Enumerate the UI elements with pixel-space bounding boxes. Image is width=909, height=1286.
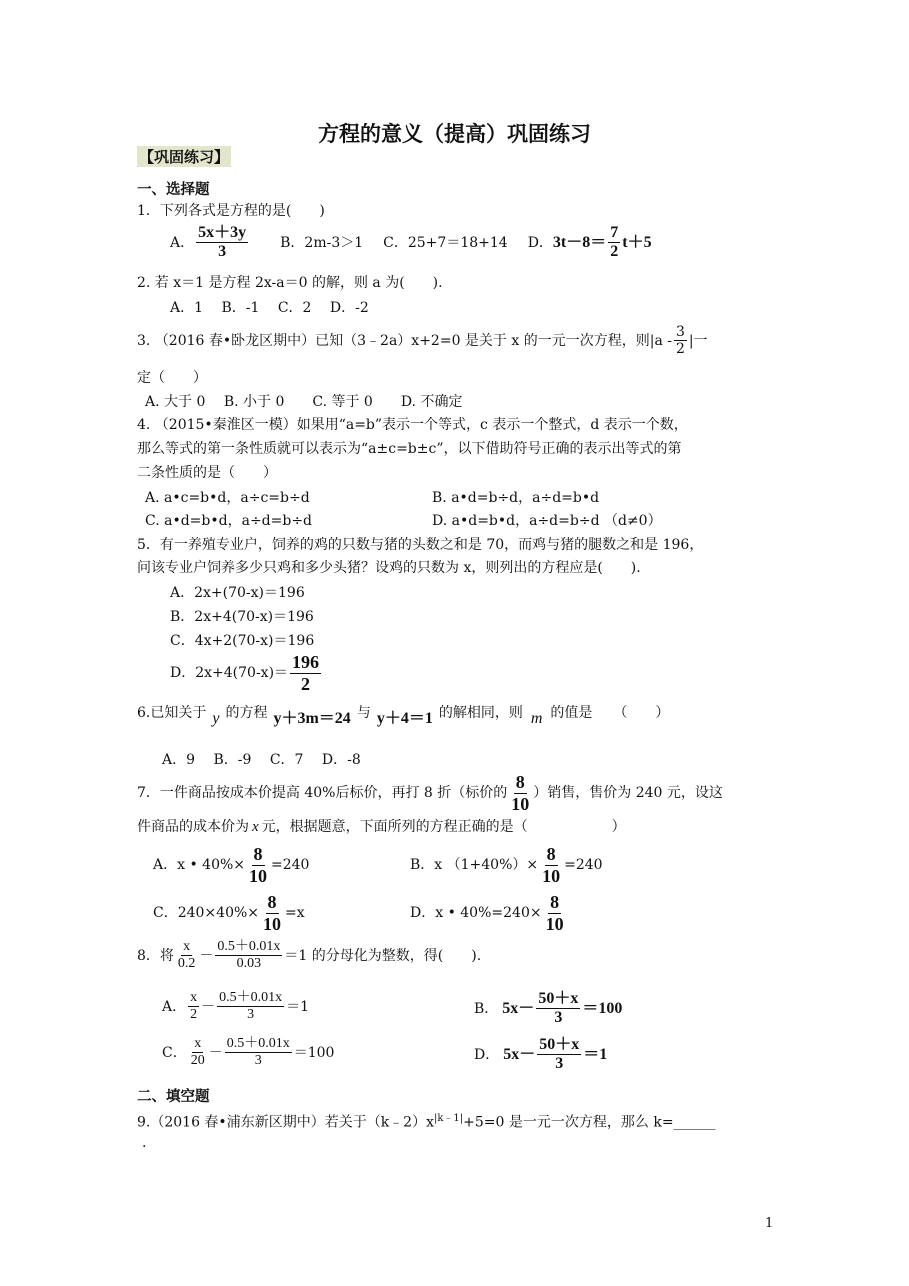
q6-p5: 的值是 （ ） — [550, 705, 670, 721]
q6-equation-1: y＋3m＝24 — [273, 710, 351, 727]
q7-b-numerator: 8 — [546, 844, 556, 864]
q4-option-b: B. a•d=b÷d，a÷d=b•d — [432, 490, 600, 506]
q8-b-num: 50＋x — [536, 990, 580, 1009]
q8-fraction-1 — [176, 939, 198, 972]
section-choice-heading: 一、选择题 — [137, 181, 210, 198]
q3-stem — [137, 324, 708, 357]
q5-line1: 5．有一养殖专业户，饲养的鸡的只数与猪的头数之和是 70，而鸡与猪的腿数之和是 196， — [137, 537, 704, 553]
q3-numerator: 3 — [675, 324, 685, 340]
q8-option-c — [162, 1036, 334, 1069]
q7-c-post: =x — [285, 905, 305, 922]
section-fill-heading: 二、填空题 — [137, 1088, 210, 1105]
q8-c-frac2 — [225, 1036, 292, 1069]
q8-a-n2: 0.5＋0.01x — [217, 990, 284, 1007]
q3-line2: 定（ ） — [137, 370, 207, 386]
q8-a-frac2 — [217, 990, 284, 1023]
q9-pre: 9.（2016 春•浦东新区期中）若关于（k﹣2）x — [137, 1114, 434, 1131]
q9-post: +5=0 是一元一次方程，那么 k=______ — [463, 1114, 716, 1131]
q1-stem: 1．下列各式是方程的是( ) — [137, 203, 325, 219]
q6-p3: 与 — [356, 705, 371, 721]
q7-a-pre: A．x • 40%× — [153, 857, 246, 874]
q8-stem-post: ＝1 的分母化为整数，得( ). — [284, 947, 482, 964]
q2-options: A．1 B．-1 C．2 D．-2 — [170, 300, 369, 316]
q7-numerator: 8 — [515, 772, 525, 792]
q3-denominator: 2 — [675, 341, 685, 358]
q1-d-numerator: 7 — [608, 224, 620, 243]
q5-d-pre: D．2x+4(70-x)＝ — [170, 665, 289, 682]
q6-p2: 的方程 — [225, 705, 268, 721]
q7-c-numerator: 8 — [267, 892, 277, 912]
q6-var-y: y — [212, 710, 220, 727]
q7-d-fraction — [544, 892, 566, 934]
q8-f1-num: x — [181, 939, 192, 956]
q1-option-a-label: A． — [170, 234, 195, 251]
q8-c-d1: 20 — [190, 1053, 205, 1069]
section-tag: 【巩固练习】 — [139, 148, 230, 166]
q3-fraction — [674, 324, 687, 357]
q6-options: A．9 B．-9 C．7 D．-8 — [162, 752, 361, 768]
q8-a-n1: x — [188, 990, 199, 1007]
q8-option-b — [474, 990, 622, 1028]
q9-dot: . — [142, 1135, 147, 1151]
q7-b-post: =240 — [564, 857, 603, 874]
q5-d-denominator: 2 — [301, 673, 311, 694]
q1-option-d-label: D． — [527, 234, 553, 251]
q1-options — [170, 224, 652, 262]
q7-l2-post: 元，根据题意，下面所列的方程正确的是（ ） — [261, 819, 626, 835]
q8-stem-pre: 8．将 — [137, 947, 174, 964]
q6-stem — [137, 702, 670, 727]
q7-l1-post: ）销售，售价为 240 元，设这 — [533, 785, 723, 802]
q7-fraction — [509, 772, 531, 814]
q8-b-den: 3 — [554, 1009, 563, 1027]
q8-d-num: 50＋x — [537, 1036, 581, 1055]
q7-denominator: 10 — [511, 793, 530, 814]
q8-option-a — [162, 990, 309, 1023]
q7-b-fraction — [540, 844, 562, 886]
q8-d-label: D． — [474, 1046, 500, 1063]
q4-line2: 那么等式的第一条性质就可以表示为“a±c=b±c”，以下借助符号正确的表示出等式的第 — [137, 441, 682, 457]
q8-a-frac1 — [188, 990, 199, 1023]
q8-b-pre: 5x－ — [502, 999, 535, 1017]
q4-option-a: A. a•c=b•d，a÷c=b÷d — [145, 490, 310, 506]
q7-line1 — [137, 772, 723, 814]
q8-stem — [137, 939, 481, 972]
q2-stem: 2. 若 x＝1 是方程 2x-a＝0 的解，则 a 为( ). — [137, 275, 443, 291]
q7-a-numerator: 8 — [253, 844, 263, 864]
q1-a-numerator: 5x＋3y — [196, 224, 248, 243]
q7-a-post: =240 — [271, 857, 310, 874]
q5-option-a: A．2x+(70-x)＝196 — [170, 585, 305, 601]
q8-f2-den: 0.03 — [236, 956, 262, 972]
q7-b-denominator: 10 — [542, 865, 561, 886]
q8-c-n1: x — [192, 1036, 203, 1053]
q1-d-pre: 3t－8＝ — [552, 233, 607, 251]
q8-fraction-2 — [215, 939, 282, 972]
q7-c-fraction — [261, 892, 283, 934]
q8-a-d1: 2 — [190, 1007, 198, 1023]
page-title: 方程的意义（提高）巩固练习 — [318, 121, 591, 146]
q8-option-d — [474, 1036, 607, 1074]
q8-a-minus: － — [201, 998, 216, 1015]
q7-line2 — [137, 816, 626, 838]
q7-a-denominator: 10 — [249, 865, 268, 886]
q5-d-fraction — [290, 652, 321, 694]
q7-c-denominator: 10 — [263, 913, 282, 934]
q8-d-den: 3 — [555, 1055, 564, 1073]
q8-c-d2: 3 — [254, 1053, 262, 1069]
q1-a-denominator: 3 — [218, 243, 227, 261]
q1-d-post: t＋5 — [622, 233, 652, 251]
q8-minus: － — [199, 947, 214, 964]
q4-line1: 4. （2015•秦淮区一模）如果用“a=b”表示一个等式，c 表示一个整式，d 表示一个数， — [137, 417, 688, 433]
q4-option-c: C. a•d=b•d，a÷d=b÷d — [145, 513, 313, 529]
q5-option-c: C．4x+2(70-x)＝196 — [170, 633, 315, 649]
q7-l1-pre: 7．一件商品按成本价提高 40%后标价，再打 8 折（标价的 — [137, 785, 508, 802]
q7-a-fraction — [247, 844, 269, 886]
q9-exponent: |k﹣1| — [433, 1113, 464, 1124]
q8-b-result: ＝100 — [582, 999, 623, 1017]
q7-c-pre: C．240×40%× — [153, 905, 260, 922]
q8-d-frac — [537, 1036, 581, 1074]
q1-option-a-fraction — [196, 224, 248, 262]
page-number: 1 — [765, 1216, 774, 1231]
q7-b-pre: B．x （1+40%）× — [410, 857, 539, 874]
q8-a-d2: 3 — [247, 1007, 255, 1023]
q8-b-label: B． — [474, 1000, 499, 1017]
q8-c-minus: － — [208, 1044, 223, 1061]
q6-equation-2: y＋4＝1 — [376, 710, 433, 727]
q3-abs-pre: |a - — [649, 332, 672, 349]
q3-stem-text: 3. （2016 春•卧龙区期中）已知（3﹣2a）x+2=0 是关于 x 的一元一次方程，则 — [137, 332, 650, 349]
q5-line2: 问该专业户饲养多少只鸡和多少头猪？设鸡的只数为 x，则列出的方程应是( ). — [137, 560, 641, 576]
q6-var-m: m — [530, 710, 543, 727]
q9-stem — [137, 1108, 716, 1134]
q7-option-a — [153, 844, 309, 886]
q8-d-result: ＝1 — [583, 1045, 608, 1063]
q7-option-b — [410, 844, 603, 886]
q8-f1-den: 0.2 — [177, 956, 196, 972]
q3-options: A. 大于 0 B. 小于 0 C. 等于 0 D. 不确定 — [145, 394, 463, 410]
q4-option-d: D. a•d=b•d，a÷d=b÷d （d≠0） — [432, 513, 662, 529]
q1-d-denominator: 2 — [610, 243, 619, 261]
q1-option-c: C．25+7＝18+14 — [383, 234, 508, 251]
q1-option-b: B．2m-3＞1 — [280, 234, 364, 251]
q8-c-frac1 — [189, 1036, 207, 1069]
q5-option-d — [170, 652, 323, 694]
q8-c-label: C． — [162, 1044, 187, 1061]
q7-l2-pre: 件商品的成本价为 — [137, 819, 249, 835]
q8-d-pre: 5x－ — [503, 1045, 536, 1063]
q4-line3: 二条性质的是（ ） — [137, 465, 277, 481]
q7-d-numerator: 8 — [550, 892, 560, 912]
q8-a-label: A． — [162, 998, 187, 1015]
q5-option-b: B．2x+4(70-x)＝196 — [170, 609, 314, 625]
q8-c-result: ＝100 — [293, 1044, 335, 1061]
q8-b-frac — [536, 990, 580, 1028]
q7-d-pre: D．x • 40%=240× — [410, 905, 542, 922]
q3-abs-post: |一 — [688, 332, 708, 349]
q8-a-result: ＝1 — [286, 998, 310, 1015]
q7-var-x: x — [252, 819, 259, 835]
q6-p4: 的解相同，则 — [438, 705, 523, 721]
q7-option-d — [410, 892, 568, 934]
q6-p1: 6.已知关于 — [137, 705, 207, 721]
q7-d-denominator: 10 — [545, 913, 564, 934]
q5-d-numerator: 196 — [292, 652, 320, 672]
q7-option-c — [153, 892, 305, 934]
q1-d-fraction — [608, 224, 620, 262]
q8-f2-num: 0.5＋0.01x — [215, 939, 282, 956]
q8-c-n2: 0.5＋0.01x — [225, 1036, 292, 1053]
